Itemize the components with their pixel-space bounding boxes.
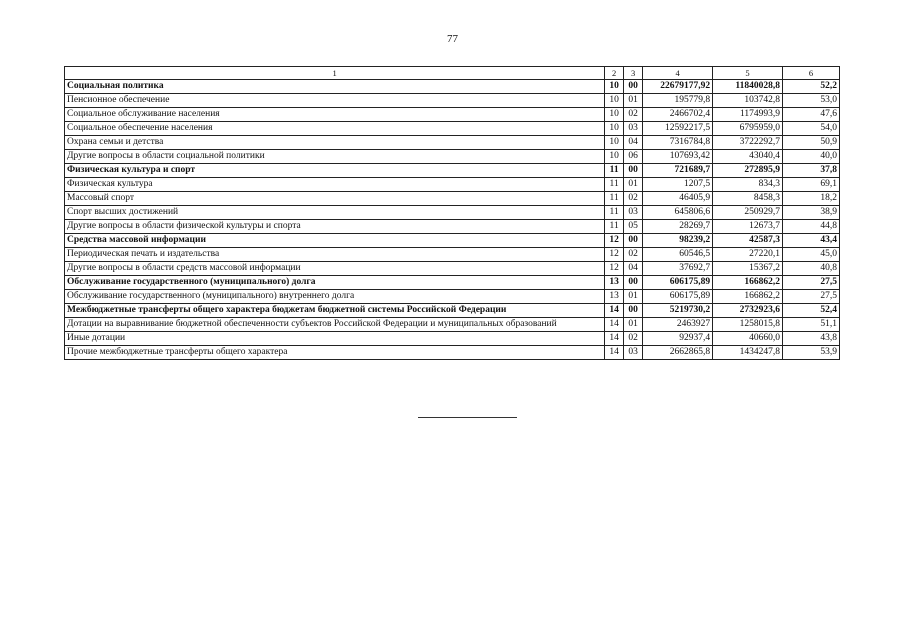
table-row [65,234,840,248]
planned-amount: 606175,89 [643,290,713,304]
table-row [65,178,840,192]
section-code: 11 [605,178,624,192]
item-name: Обслуживание государственного (муниципального) долга [65,276,605,290]
table-row [65,346,840,360]
subsection-code: 02 [624,108,643,122]
item-name: Периодическая печать и издательства [65,248,605,262]
execution-percent: 53,0 [783,94,840,108]
execution-percent: 18,2 [783,192,840,206]
item-name: Физическая культура и спорт [65,164,605,178]
subsection-code: 01 [624,290,643,304]
item-name: Иные дотации [65,332,605,346]
execution-percent: 43,4 [783,234,840,248]
item-name: Дотации на выравнивание бюджетной обеспеченности субъектов Российской Федерации и муниципальных образований [65,318,605,332]
execution-percent: 27,5 [783,290,840,304]
item-name: Социальное обеспечение населения [65,122,605,136]
planned-amount: 92937,4 [643,332,713,346]
subsection-code: 01 [624,318,643,332]
subsection-code: 01 [624,178,643,192]
actual-amount: 1434247,8 [713,346,783,360]
section-code: 10 [605,80,624,94]
table-row [65,164,840,178]
item-name: Другие вопросы в области физической культуры и спорта [65,220,605,234]
execution-percent: 38,9 [783,206,840,220]
item-name: Социальное обслуживание населения [65,108,605,122]
section-code: 13 [605,276,624,290]
execution-percent: 51,1 [783,318,840,332]
section-code: 11 [605,192,624,206]
subsection-code: 03 [624,206,643,220]
subsection-code: 00 [624,304,643,318]
planned-amount: 2463927 [643,318,713,332]
table-row [65,318,840,332]
execution-percent: 52,4 [783,304,840,318]
execution-percent: 52,2 [783,80,840,94]
section-code: 12 [605,234,624,248]
section-code: 13 [605,290,624,304]
table-row [65,206,840,220]
section-code: 14 [605,304,624,318]
execution-percent: 54,0 [783,122,840,136]
subsection-code: 01 [624,94,643,108]
budget-table [64,66,840,360]
header-cell: 2 [605,67,624,80]
table-body [65,67,840,360]
section-code: 10 [605,94,624,108]
actual-amount: 8458,3 [713,192,783,206]
planned-amount: 7316784,8 [643,136,713,150]
planned-amount: 22679177,92 [643,80,713,94]
actual-amount: 40660,0 [713,332,783,346]
actual-amount: 43040,4 [713,150,783,164]
header-row [65,67,840,80]
table-row [65,262,840,276]
subsection-code: 00 [624,234,643,248]
table-row [65,150,840,164]
execution-percent: 43,8 [783,332,840,346]
actual-amount: 834,3 [713,178,783,192]
execution-percent: 69,1 [783,178,840,192]
subsection-code: 02 [624,248,643,262]
page-number: 77 [447,33,458,45]
execution-percent: 40,0 [783,150,840,164]
planned-amount: 5219730,2 [643,304,713,318]
execution-percent: 45,0 [783,248,840,262]
planned-amount: 2466702,4 [643,108,713,122]
actual-amount: 2732923,6 [713,304,783,318]
table-row [65,136,840,150]
item-name: Охрана семьи и детства [65,136,605,150]
subsection-code: 03 [624,346,643,360]
section-code: 10 [605,122,624,136]
planned-amount: 2662865,8 [643,346,713,360]
table-row [65,276,840,290]
divider-line [418,417,517,418]
table-row [65,108,840,122]
section-code: 10 [605,136,624,150]
subsection-code: 00 [624,80,643,94]
header-cell: 1 [65,67,605,80]
table-row [65,80,840,94]
subsection-code: 04 [624,136,643,150]
item-name: Физическая культура [65,178,605,192]
actual-amount: 15367,2 [713,262,783,276]
actual-amount: 6795959,0 [713,122,783,136]
table-row [65,332,840,346]
actual-amount: 272895,9 [713,164,783,178]
planned-amount: 60546,5 [643,248,713,262]
actual-amount: 1174993,9 [713,108,783,122]
item-name: Прочие межбюджетные трансферты общего характера [65,346,605,360]
execution-percent: 47,6 [783,108,840,122]
section-code: 11 [605,164,624,178]
item-name: Обслуживание государственного (муниципального) внутреннего долга [65,290,605,304]
actual-amount: 166862,2 [713,276,783,290]
planned-amount: 606175,89 [643,276,713,290]
item-name: Средства массовой информации [65,234,605,248]
table-row [65,122,840,136]
actual-amount: 3722292,7 [713,136,783,150]
subsection-code: 00 [624,164,643,178]
item-name: Межбюджетные трансферты общего характера бюджетам бюджетной системы Российской Федерации [65,304,605,318]
execution-percent: 50,9 [783,136,840,150]
section-code: 14 [605,318,624,332]
section-code: 10 [605,150,624,164]
actual-amount: 42587,3 [713,234,783,248]
table-row [65,248,840,262]
item-name: Массовый спорт [65,192,605,206]
planned-amount: 195779,8 [643,94,713,108]
table-row [65,192,840,206]
execution-percent: 44,8 [783,220,840,234]
planned-amount: 28269,7 [643,220,713,234]
planned-amount: 107693,42 [643,150,713,164]
planned-amount: 46405,9 [643,192,713,206]
section-code: 11 [605,206,624,220]
section-code: 12 [605,248,624,262]
section-code: 14 [605,346,624,360]
item-name: Пенсионное обеспечение [65,94,605,108]
subsection-code: 05 [624,220,643,234]
actual-amount: 12673,7 [713,220,783,234]
subsection-code: 02 [624,332,643,346]
table-row [65,220,840,234]
section-code: 12 [605,262,624,276]
execution-percent: 53,9 [783,346,840,360]
planned-amount: 1207,5 [643,178,713,192]
subsection-code: 02 [624,192,643,206]
execution-percent: 40,8 [783,262,840,276]
header-cell: 4 [643,67,713,80]
section-code: 10 [605,108,624,122]
header-cell: 3 [624,67,643,80]
header-cell: 6 [783,67,840,80]
item-name: Другие вопросы в области социальной политики [65,150,605,164]
planned-amount: 37692,7 [643,262,713,276]
actual-amount: 27220,1 [713,248,783,262]
subsection-code: 00 [624,276,643,290]
planned-amount: 98239,2 [643,234,713,248]
execution-percent: 27,5 [783,276,840,290]
item-name: Спорт высших достижений [65,206,605,220]
subsection-code: 04 [624,262,643,276]
section-code: 11 [605,220,624,234]
item-name: Социальная политика [65,80,605,94]
table-row [65,290,840,304]
table-row [65,94,840,108]
actual-amount: 250929,7 [713,206,783,220]
header-cell: 5 [713,67,783,80]
item-name: Другие вопросы в области средств массовой информации [65,262,605,276]
section-code: 14 [605,332,624,346]
subsection-code: 06 [624,150,643,164]
actual-amount: 166862,2 [713,290,783,304]
planned-amount: 645806,6 [643,206,713,220]
actual-amount: 11840028,8 [713,80,783,94]
planned-amount: 721689,7 [643,164,713,178]
actual-amount: 103742,8 [713,94,783,108]
actual-amount: 1258015,8 [713,318,783,332]
subsection-code: 03 [624,122,643,136]
table-row [65,304,840,318]
planned-amount: 12592217,5 [643,122,713,136]
execution-percent: 37,8 [783,164,840,178]
